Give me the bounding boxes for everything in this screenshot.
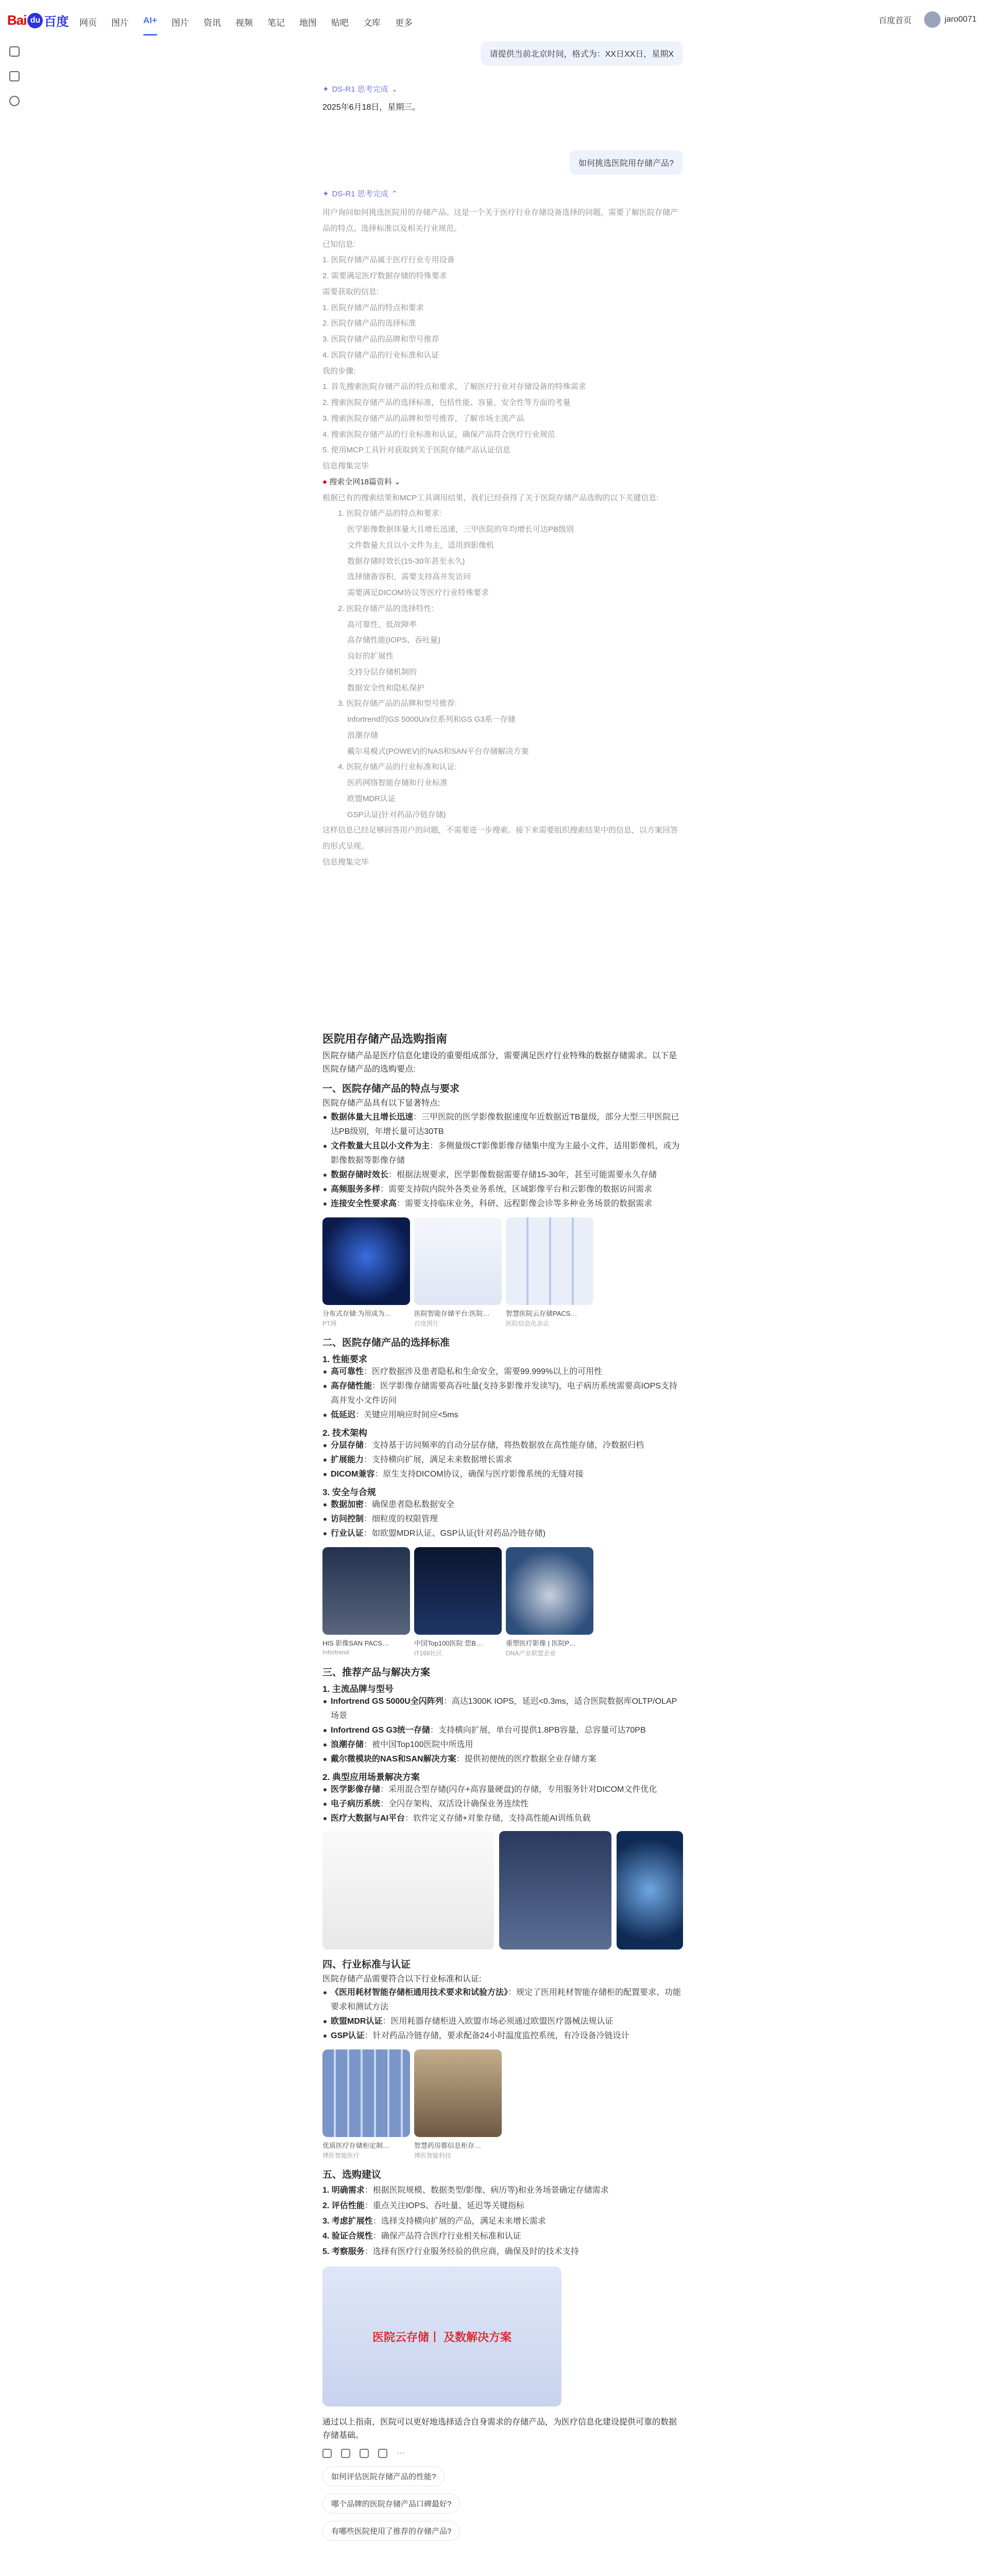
list-item: 文件数量大且以小文件为主：多侧量级CT影像影像存储集中度为主最小文件，适用影像机，或为影像数据等影像存储 [322,1139,683,1168]
section-heading-3: 三、推荐产品与解决方案 [322,1667,431,1678]
image-caption: HIS 影像SAN PACS… [322,1639,389,1647]
image-source: IT168社区 [414,1649,442,1657]
list-item: 良好的扩展性 [347,652,394,660]
list-item: DICOM兼容：原生支持DICOM协议，确保与医疗影像系统的无缝对接 [322,1467,683,1482]
image-caption: 智慧药房都信息柜存… [414,2142,482,2150]
list-item: 3. 考虑扩展性：选择支持横向扩展的产品，满足未来增长需求 [322,2216,546,2226]
section-heading-5: 五、选购建议 [322,2170,382,2181]
image-source: 博医智能医疗 [322,2152,360,2160]
after-search: 根据已有的搜索结果和MCP工具调用结果，我们已经获得了关于医院存储产品选购的以下关键信息: [322,493,659,502]
tab-wenku[interactable]: 文库 [363,18,381,28]
image-thumb [414,1547,502,1635]
list-item: 医药网络智能存储和行业标准 [347,778,448,787]
list-item: 1. 明确需求：根据医院规模、数据类型/影像、病历等)和业务场景确定存储需求 [322,2186,609,2195]
list-item: 2. 评估性能：重点关注IOPS、吞吐量、延迟等关键指标 [322,2201,525,2210]
image-card[interactable] [414,1547,502,1657]
list-item: Infortrend的GS 5000U/x位系列和GS G3系一存储 [347,715,516,724]
image-row-2 [322,1547,683,1657]
need-title: 需要获取的信息: [322,287,379,296]
advice-list [322,2183,683,2259]
image-card[interactable] [322,1217,410,1328]
list-item: 5. 考察服务：选择有医疗行业服务经验的供应商，确保及时的技术支持 [322,2247,579,2256]
answer-2 [322,1030,683,2541]
list-item: 医学影像存储：采用混合型存储(闪存+高容量硬盘)的存储，专用服务针对DICOM文件优化 [322,1783,683,1797]
need-item: 2. 医院存储产品的选择标准 [322,319,416,328]
image-row-1 [322,1217,683,1328]
list-item: 浪潮存储 [347,731,379,740]
image-card[interactable] [506,1547,593,1657]
plan-item: 1. 首先搜索医院存储产品的特点和要求，了解医疗行业对存储设备的特殊需求 [322,382,586,392]
baidu-logo[interactable] [7,11,69,29]
message-actions [322,2449,683,2458]
suggestion-list [322,2466,683,2541]
sparkle-icon: ✦ [322,189,329,198]
new-chat-icon[interactable] [9,46,20,57]
list-item: 文件数量大且以小文件为主，适用到影像机 [347,540,494,550]
section-intro-1: 医院存储产品具有以下显著特点: [322,1099,440,1108]
regenerate-icon[interactable] [341,2449,350,2458]
promo-banner[interactable]: 医院云存储丨 及数解决方案 [322,2266,561,2406]
home-link[interactable]: 百度首页 [878,16,912,25]
scenario-list [322,1783,683,1826]
list-item: 《医用耗材智能存储柜通用技术要求和试验方法》：规定了医用耗材智能存储柜的配置要求、功能要求和测试方法 [322,1986,683,2014]
list-item: 高存储性能：医学影像存储需要高吞吐量(支持多影像并发读写)，电子病历系统需要高IOPS支持高并发小文件访问 [322,1379,683,1408]
user-message-2: 如何挑选医院用存储产品? [569,150,683,175]
subsection-heading: 1. 性能要求 [322,1354,367,1364]
tab-web[interactable]: 网页 [79,18,97,28]
list-item: 支持分层存储机制的 [347,667,417,676]
image-card[interactable] [414,2049,502,2160]
image-card[interactable] [322,2049,410,2160]
image-caption: 重塑医疗影像 | 医院P… [506,1639,576,1647]
image-row-3 [322,2049,683,2160]
source-icon: ● [322,477,328,486]
list-item: 高存储性能(IOPS、吞吐量) [347,636,440,645]
section-title: 4. 医院存储产品的行业标准和认证: [338,762,457,772]
image-thumb [322,2049,410,2137]
tab-images[interactable]: 图片 [111,18,129,28]
image-caption: 智慧医院云存储PACS… [506,1309,577,1317]
list-item: Infortrend GS G3统一存储：支持横向扩展，单台可提供1.8PB容量，总容量可达70PB [322,1723,683,1738]
top-bar [0,0,989,43]
image-source: 博医智能科技 [414,2152,452,2160]
image-card[interactable] [506,1217,593,1328]
plan-item: 5. 使用MCP工具针对获取到关于医院存储产品认证信息 [322,446,511,455]
known-item: 1. 医院存储产品属于医疗行业专用设备 [322,256,455,265]
list-item: 4. 验证合规性：确保产品符合医疗行业相关标准和认证 [322,2232,521,2241]
section-title: 1. 医院存储产品的特点和要求: [338,509,441,518]
image-card[interactable] [414,1217,502,1328]
answer-intro: 医院存储产品是医疗信息化建设的重要组成部分，需要满足医疗行业特殊的数据存储需求。以下是医院存储产品的选购要点: [322,1052,677,1074]
list-item: 医学影像数据体量大且增长迅速，三甲医院的年均增长可达PB级别 [347,525,574,534]
history-icon[interactable] [9,71,20,81]
paw-icon: du [27,13,43,28]
tab-notes[interactable]: 笔记 [267,18,285,28]
copy-icon[interactable] [322,2449,332,2458]
nav-tabs [72,15,420,28]
tab-more[interactable]: 更多 [395,18,413,28]
list-item: 数据存储时效长：根据法规要求，医学影像数据需要存储15-30年，甚至可能需要永久存储 [322,1168,683,1182]
image-source: PT网 [322,1319,337,1327]
list-item: 分层存储：支持基于访问频率的自动分层存储，将热数据放在高性能存储，冷数据归档 [322,1438,683,1453]
list-item: 医疗大数据与AI平台：软件定义存储+对象存储，支持高性能AI训练负载 [322,1811,683,1826]
section-heading-1: 一、医院存储产品的特点与要求 [322,1083,460,1095]
subsection-heading: 1. 主流品牌与型号 [322,1684,394,1694]
reasoning-closing: 这样信息已经足够回答用户的问题，不需要进一步搜索。接下来需要组织搜索结果中的信息，以方案回答的形式呈现。 [322,826,678,851]
need-item: 1. 医院存储产品的特点和要求 [322,303,424,312]
section-title: 2. 医院存储产品的选择特性: [338,604,434,613]
think-label-1: DS-R1 思考完成 [332,85,388,94]
section-title: 3. 医院存储产品的品牌和型号推荐: [338,699,457,708]
image-caption: 医院智能存储平台:医院… [414,1309,490,1317]
list-item: 浪潮存储：被中国Top100医院中所选用 [322,1738,683,1752]
image-thumb[interactable] [617,1831,683,1950]
architecture-list [322,1438,683,1482]
avatar [924,11,941,28]
search-sources-label: 搜索全网18篇资料 [329,477,392,486]
list-item: 需要满足DICOM协议等医疗行业特殊要求 [347,588,489,597]
security-list [322,1498,683,1541]
search-done: 信息搜集完毕 [322,462,369,470]
settings-icon[interactable] [9,96,20,106]
tab-ai[interactable]: AI+ [136,15,164,28]
answer-1: 2025年6月18日，星期三。 [322,103,421,112]
section-intro-4: 医院存储产品需要符合以下行业标准和认证: [322,1974,482,1984]
logo-text: Bai [7,12,27,28]
known-title: 已知信息: [322,240,356,249]
image-source: Infortrend [322,1648,349,1656]
image-caption: 中国Top100医院 您B… [414,1639,483,1647]
username: jaro0071 [944,15,977,24]
section-heading-2: 二、医院存储产品的选择标准 [322,1337,450,1348]
list-item: 欧盟MDR认证：医用耗器存储柜进入欧盟市场必须通过欧盟医疗器械法规认证 [322,2014,683,2029]
image-source: 医院信息化杂志 [506,1319,550,1327]
known-item: 2. 需要满足医疗数据存储的特殊要求 [322,272,447,280]
image-caption: 分布式存储:为用成为… [322,1309,391,1317]
tab-video[interactable]: 视频 [235,18,253,28]
image-thumb [506,1547,593,1635]
side-toolbar [9,46,20,106]
more-icon[interactable]: ··· [397,2448,405,2458]
subsection-heading: 3. 安全与合规 [322,1487,376,1497]
list-item: 低延迟：关键应用响应时间应<5ms [322,1408,683,1422]
list-item: Infortrend GS 5000U全闪阵列：高达1300K IOPS，延迟<0.3ms，适合医院数据库OLTP/OLAP场景 [322,1694,683,1723]
list-item: 扩展能力：支持横向扩展，满足未来数据增长需求 [322,1453,683,1467]
tab-news[interactable]: 资讯 [203,18,221,28]
list-item: 数据加密：确保患者隐私数据安全 [322,1498,683,1512]
standards-list [322,1986,683,2043]
search-sources[interactable] [322,474,678,490]
plan-item: 3. 搜索医院存储产品的品牌和型号推荐，了解市场主流产品 [322,414,524,423]
chevron-down-icon: ⌄ [394,477,401,486]
sparkle-icon: ✦ [322,84,329,94]
think-toggle-2[interactable] [322,188,683,199]
need-item: 3. 医院存储产品的品牌和型号推荐 [322,335,439,344]
list-item: 高可靠性：医疗数据涉及患者隐私和生命安全，需要99.999%以上的可用性 [322,1365,683,1379]
top-right [879,11,977,28]
plan-item: 4. 搜索医院存储产品的行业标准和认证，确保产品符合医疗行业规范 [322,430,555,439]
image-thumb [322,1547,410,1635]
list-item: 选择储备容积，需要支持高并发访问 [347,572,471,582]
chevron-down-icon: ⌄ [391,84,398,94]
list-item: 数据存储时效长(15-30年甚至永久) [347,556,465,566]
image-thumb [414,1217,502,1305]
tab-pictures[interactable]: 图片 [171,18,189,28]
plan-item: 2. 搜索医院存储产品的选择标准，包括性能、容量、安全性等方面的考量 [322,398,571,407]
list-item: 行业认证：如欧盟MDR认证、GSP认证(针对药品冷链存储) [322,1527,683,1541]
list-item: 数据安全性和隐私保护 [347,683,425,692]
chevron-up-icon: ⌃ [391,189,398,198]
image-thumb[interactable] [499,1831,611,1950]
subsection-heading: 2. 技术架构 [322,1428,367,1438]
reasoning-block [322,205,678,871]
tab-tieba[interactable]: 贴吧 [331,18,349,28]
conclusion: 通过以上指南，医院可以更好地选择适合自身需求的存储产品，为医疗信息化建设提供可靠的数据存储基础。 [322,2418,677,2440]
search-done-2: 信息搜集完毕 [322,857,369,867]
plan-title: 我的步骤: [322,366,356,376]
reasoning-intro: 用户询问如何挑选医院用的存储产品。这是一个关于医疗行业存储设备选择的问题，需要了解医院存储产品的特点、选择标准以及相关行业规范。 [322,208,678,233]
think-toggle-1[interactable] [322,83,683,94]
subsection-heading: 2. 典型应用场景解决方案 [322,1772,420,1782]
list-item: 连接安全性要求高：需要支持临床业务，科研、远程影像会诊等多种业务场景的数据需求 [322,1197,683,1211]
section-heading-4: 四、行业标准与认证 [322,1959,411,1970]
image-row-wide [322,1831,683,1950]
image-source: 百度图片 [414,1319,439,1327]
user-menu[interactable] [924,11,977,28]
image-source: DNA产业联盟企业 [506,1649,556,1657]
logo-du: 百度 [44,15,69,29]
image-thumb [506,1217,593,1305]
list-item: GSP认证(针对药品冷链存储) [347,810,446,819]
list-item: 高频服务多样：需要支持院内院外各类业务系统，区域影像平台和云影像的数据访问需求 [322,1182,683,1197]
list-item: GSP认证：针对药品冷链存储，要求配备24小时温度监控系统，有冷设备冷链设计 [322,2029,683,2043]
list-item: 数据体量大且增长迅速：三甲医院的医学影像数据速度年近数据近TB量级，部分大型三甲医院已达PB级别，年增长量可达30TB [322,1110,683,1139]
user-message-1: 请提供当前北京时间，格式为：XX日XX日，星期X [481,41,683,65]
like-icon[interactable] [360,2449,369,2458]
image-card[interactable] [322,1547,410,1657]
answer-title: 医院用存储产品选购指南 [322,1032,448,1045]
dislike-icon[interactable] [378,2449,387,2458]
list-item: 电子病历系统：全闪存架构，双活设计确保业务连续性 [322,1797,683,1811]
list-item: 戴尔易模式(POWEV)的NAS和SAN平台存储解决方案 [347,747,529,756]
brand-list [322,1694,683,1767]
list-item: 高可靠性、低故障率 [347,620,417,629]
list-item: 访问控制：细粒度的权限管理 [322,1512,683,1527]
tab-map[interactable]: 地图 [299,18,317,28]
think-label-2: DS-R1 思考完成 [332,190,388,198]
suggestion-chip[interactable]: 如何评估医院存储产品的性能? [322,2466,445,2486]
image-thumb [414,2049,502,2137]
suggestion-chip[interactable]: 哪个品牌的医院存储产品口碑最好? [322,2494,460,2514]
feature-list [322,1110,683,1211]
image-caption: 优质医疗存储柜定制… [322,2142,390,2150]
image-thumb[interactable] [322,1831,494,1950]
list-item: 戴尔微模块的NAS和SAN解决方案：提供初便统的医疗数据全业存储方案 [322,1752,683,1767]
performance-list [322,1365,683,1422]
list-item: 欧盟MDR认证 [347,794,396,803]
suggestion-chip[interactable]: 有哪些医院使用了推荐的存储产品? [322,2521,460,2541]
image-thumb [322,1217,410,1305]
need-item: 4. 医院存储产品的行业标准和认证 [322,350,439,360]
